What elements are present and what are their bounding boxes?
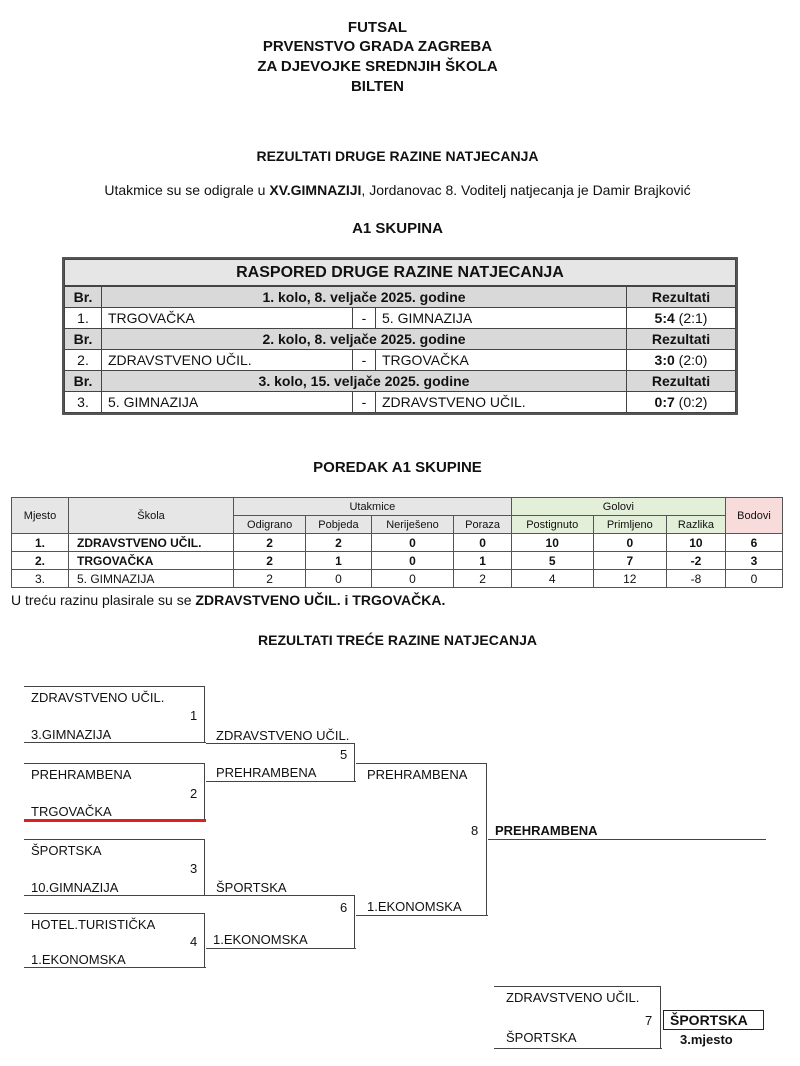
bracket-team: 1.EKONOMSKA — [367, 899, 462, 914]
cell-pts: 3 — [726, 552, 783, 570]
match-home: ZDRAVSTVENO UČIL. — [102, 350, 353, 371]
bracket-team: HOTEL.TURISTIČKA — [31, 917, 156, 932]
cell-played: 2 — [234, 534, 306, 552]
doc-title-line3: ZA DJEVOJKE SREDNJIH ŠKOLA — [257, 58, 498, 75]
bracket-team: 10.GIMNAZIJA — [31, 880, 119, 895]
second-level-title: REZULTATI DRUGE RAZINE NATJECANJA — [256, 148, 539, 164]
cell-drawn: 0 — [371, 534, 454, 552]
match-sep: - — [353, 392, 376, 413]
cell-ga: 12 — [593, 570, 666, 588]
match-number: 8 — [471, 823, 479, 838]
col-odigrano: Odigrano — [234, 516, 306, 534]
cell-place: 2. — [12, 552, 69, 570]
match-away: ZDRAVSTVENO UČIL. — [376, 392, 627, 413]
bracket-team: ŠPORTSKA — [216, 880, 287, 895]
round-header: 3. kolo, 15. veljače 2025. godine — [102, 371, 627, 392]
match-score: 3:0 — [654, 352, 675, 368]
bracket-team: ZDRAVSTVENO UČIL. — [216, 728, 350, 743]
match-no: 1. — [65, 308, 102, 329]
bracket-team: 1.EKONOMSKA — [31, 952, 126, 967]
venue-info-post: , Jordanovac 8. Voditelj natjecanja je Damir Brajković — [361, 182, 691, 198]
cell-diff: -2 — [666, 552, 725, 570]
cell-school: 5. GIMNAZIJA — [69, 570, 234, 588]
col-postignuto: Postignuto — [511, 516, 593, 534]
cell-played: 2 — [234, 552, 306, 570]
cell-lost: 2 — [454, 570, 511, 588]
bracket-team: PREHRAMBENA — [367, 767, 468, 782]
venue-info-pre: Utakmice su se odigrale u — [104, 182, 270, 198]
third-place-winner: ŠPORTSKA — [670, 1012, 748, 1028]
bracket-team: TRGOVAČKA — [31, 804, 112, 819]
br-header: Br. — [65, 371, 102, 392]
cell-played: 2 — [234, 570, 306, 588]
cell-pts: 6 — [726, 534, 783, 552]
col-utakmice: Utakmice — [234, 498, 512, 516]
cell-diff: 10 — [666, 534, 725, 552]
third-place-label: 3.mjesto — [680, 1032, 733, 1047]
group-title: A1 SKUPINA — [352, 220, 443, 237]
col-mjesto: Mjesto — [12, 498, 69, 534]
bracket-team: 1.EKONOMSKA — [213, 932, 308, 947]
round-header: 1. kolo, 8. veljače 2025. godine — [102, 286, 627, 308]
results-header: Rezultati — [627, 286, 736, 308]
match-number: 5 — [340, 747, 348, 762]
cell-won: 2 — [306, 534, 371, 552]
match-number: 3 — [190, 861, 198, 876]
match-sep: - — [353, 350, 376, 371]
col-golovi: Golovi — [511, 498, 725, 516]
col-skola: Škola — [69, 498, 234, 534]
cell-place: 3. — [12, 570, 69, 588]
bracket-team: 3.GIMNAZIJA — [31, 727, 112, 742]
tournament-winner: PREHRAMBENA — [495, 823, 598, 838]
col-pobjeda: Pobjeda — [306, 516, 371, 534]
cell-school: TRGOVAČKA — [69, 552, 234, 570]
match-half: (2:1) — [678, 310, 708, 326]
match-sep: - — [353, 308, 376, 329]
match-half: (2:0) — [678, 352, 708, 368]
cell-gf: 10 — [511, 534, 593, 552]
bracket-team: ZDRAVSTVENO UČIL. — [506, 990, 640, 1005]
round-header: 2. kolo, 8. veljače 2025. godine — [102, 329, 627, 350]
match-score: 0:7 — [654, 394, 675, 410]
third-place-winner-box — [663, 1010, 764, 1030]
match-score: 5:4 — [654, 310, 675, 326]
match-number: 2 — [190, 786, 198, 801]
cell-won: 1 — [306, 552, 371, 570]
cell-gf: 4 — [511, 570, 593, 588]
match-number: 6 — [340, 900, 348, 915]
venue-name: XV.GIMNAZIJI — [269, 182, 362, 198]
cell-won: 0 — [306, 570, 371, 588]
bracket-team: ŠPORTSKA — [31, 843, 102, 858]
cell-gf: 5 — [511, 552, 593, 570]
doc-title-line4: BILTEN — [350, 78, 405, 95]
cell-lost: 0 — [454, 534, 511, 552]
match-number: 1 — [190, 708, 198, 723]
match-away: 5. GIMNAZIJA — [376, 308, 627, 329]
match-half: (0:2) — [678, 394, 708, 410]
cell-lost: 1 — [454, 552, 511, 570]
standings-title: POREDAK A1 SKUPINE — [313, 459, 482, 476]
results-header: Rezultati — [627, 371, 736, 392]
match-away: TRGOVAČKA — [376, 350, 627, 371]
cell-diff: -8 — [666, 570, 725, 588]
match-no: 2. — [65, 350, 102, 371]
doc-title-line1: FUTSAL — [347, 19, 408, 36]
cell-place: 1. — [12, 534, 69, 552]
match-home: TRGOVAČKA — [102, 308, 353, 329]
qualification-note-pre: U treću razinu plasirale su se — [11, 592, 196, 608]
schedule-title: RASPORED DRUGE RAZINE NATJECANJA — [65, 260, 736, 287]
match-number: 7 — [645, 1013, 653, 1028]
cell-ga: 7 — [593, 552, 666, 570]
col-razlika: Razlika — [666, 516, 725, 534]
match-home: 5. GIMNAZIJA — [102, 392, 353, 413]
doc-title-line2: PRVENSTVO GRADA ZAGREBA — [262, 38, 493, 55]
bracket-team: ZDRAVSTVENO UČIL. — [31, 690, 165, 705]
br-header: Br. — [65, 329, 102, 350]
third-level-title: REZULTATI TREĆE RAZINE NATJECANJA — [258, 632, 537, 648]
bracket-team: PREHRAMBENA — [216, 765, 317, 780]
bracket-team: PREHRAMBENA — [31, 767, 132, 782]
col-primljeno: Primljeno — [593, 516, 666, 534]
cell-pts: 0 — [726, 570, 783, 588]
br-header: Br. — [65, 286, 102, 308]
highlight-underline — [24, 819, 206, 822]
col-nerijeseno: Neriješeno — [371, 516, 454, 534]
cell-school: ZDRAVSTVENO UČIL. — [69, 534, 234, 552]
cell-ga: 0 — [593, 534, 666, 552]
col-bodovi: Bodovi — [726, 498, 783, 534]
qualification-note-teams: ZDRAVSTVENO UČIL. i TRGOVAČKA. — [195, 592, 446, 608]
cell-drawn: 0 — [371, 552, 454, 570]
results-header: Rezultati — [627, 329, 736, 350]
cell-drawn: 0 — [371, 570, 454, 588]
bracket-team: ŠPORTSKA — [506, 1030, 577, 1045]
match-number: 4 — [190, 934, 198, 949]
match-no: 3. — [65, 392, 102, 413]
col-poraza: Poraza — [454, 516, 511, 534]
